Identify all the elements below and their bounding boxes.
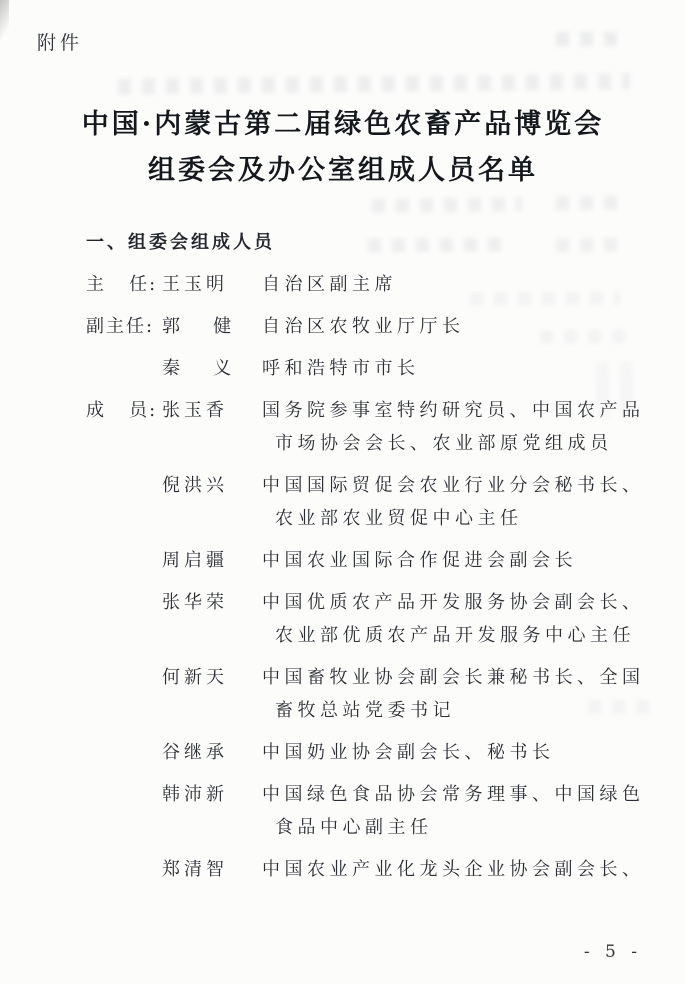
- member-name: 郑清智: [162, 859, 228, 880]
- member-name: 郭 健: [162, 316, 236, 337]
- bleed-through-smudge: [556, 32, 622, 47]
- roster-entry: [86, 778, 670, 844]
- member-title-line: 国务院参事室特约研究员、中国农产品: [262, 400, 645, 421]
- roster-entry: [86, 352, 670, 385]
- member-name: 倪洪兴: [162, 475, 228, 496]
- member-role: 成 员:: [86, 400, 158, 421]
- member-name: 周启疆: [162, 550, 228, 571]
- member-name: 谷继承: [162, 742, 228, 763]
- member-title-line: 自治区副主席: [262, 274, 397, 295]
- scan-edge-artifact: [0, 0, 9, 42]
- member-title-line: 食品中心副主任: [275, 817, 433, 838]
- member-title: [262, 310, 670, 343]
- member-name: 秦 义: [162, 358, 236, 379]
- bleed-through-smudge: [368, 237, 508, 252]
- member-name: 王玉明: [162, 274, 228, 295]
- member-title-line: 市场协会会长、农业部原党组成员: [275, 433, 613, 454]
- roster-entry: [86, 853, 670, 886]
- member-title-line: 自治区农牧业厅厅长: [262, 316, 465, 337]
- roster-entry: [86, 661, 670, 727]
- roster-entry: [86, 394, 670, 460]
- roster-entry: [86, 544, 670, 577]
- member-role: 主 任:: [86, 274, 158, 295]
- member-title: [262, 352, 670, 385]
- member-name: 韩沛新: [162, 784, 228, 805]
- committee-roster: [86, 268, 670, 895]
- member-title-line: 中国农业产业化龙头企业协会副会长、: [262, 859, 645, 880]
- member-title: [262, 586, 670, 652]
- document-title-line2: 组委会及办公室组成人员名单: [148, 155, 538, 186]
- member-title: [262, 394, 670, 460]
- member-title: [262, 268, 670, 301]
- member-title: [262, 544, 670, 577]
- member-title-line: 农业部农业贸促中心主任: [275, 508, 523, 529]
- roster-entry: [86, 310, 670, 343]
- document-title: [0, 102, 686, 194]
- member-title: [262, 661, 670, 727]
- member-title: [262, 469, 670, 535]
- member-title-line: 农业部优质农产品开发服务中心主任: [275, 625, 635, 646]
- page-number: - 5 -: [583, 942, 642, 962]
- member-title-line: 中国农业国际合作促进会副会长: [262, 550, 577, 571]
- member-name: 何新天: [162, 667, 228, 688]
- roster-entry: [86, 736, 670, 769]
- roster-entry: [86, 469, 670, 535]
- member-role: 副主任:: [86, 316, 155, 337]
- member-title-line: 中国国际贸促会农业行业分会秘书长、: [262, 475, 645, 496]
- section-heading: 一、组委会组成人员: [86, 232, 275, 252]
- member-title-line: 畜牧总站党委书记: [275, 700, 455, 721]
- roster-entry: [86, 268, 670, 301]
- roster-entry: [86, 586, 670, 652]
- member-title: [262, 853, 670, 886]
- attachment-label: 附件: [37, 33, 84, 54]
- member-title-line: 中国绿色食品协会常务理事、中国绿色: [262, 784, 645, 805]
- member-title-line: 呼和浩特市市长: [262, 358, 420, 379]
- member-title-line: 中国奶业协会副会长、秘书长: [262, 742, 555, 763]
- member-title-line: 中国优质农产品开发服务协会副会长、: [262, 592, 645, 613]
- member-title: [262, 778, 670, 844]
- bleed-through-smudge: [556, 196, 624, 211]
- bleed-through-smudge: [372, 197, 522, 213]
- member-title-line: 中国畜牧业协会副会长兼秘书长、全国: [262, 667, 645, 688]
- document-title-line1: 中国·内蒙古第二届绿色农畜产品博览会: [81, 109, 605, 140]
- member-name: 张华荣: [162, 592, 228, 613]
- member-title: [262, 736, 670, 769]
- bleed-through-smudge: [556, 238, 628, 253]
- bleed-through-smudge: [118, 73, 630, 94]
- member-name: 张玉香: [162, 400, 228, 421]
